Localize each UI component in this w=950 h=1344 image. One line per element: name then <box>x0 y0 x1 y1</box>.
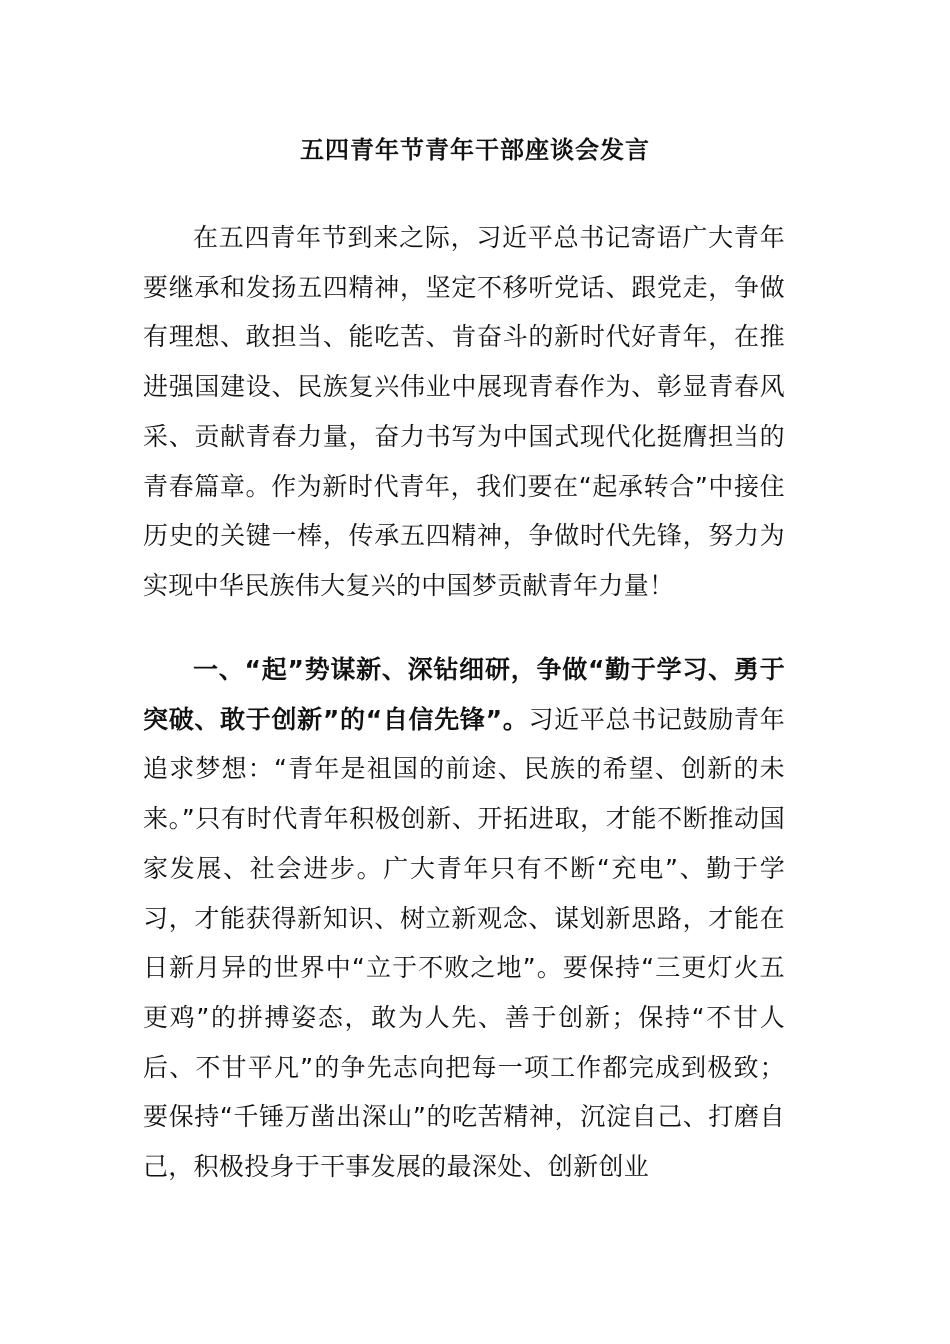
section-one-body: 习近平总书记鼓励青年追求梦想：“青年是祖国的前途、民族的希望、创新的未来。”只有时代青年积极创新、开拓进取，才能不断推动国家发展、社会进步。广大青年只有不断“充电”、勤于学习，才能获得新知识、树立新观念、谋划新思路，才能在日新月异的世界中“立于不败之地”。要保持“三更灯火五更鸡”的拼搏姿态，敢为人先、善于创新；保持“不甘人后、不甘平凡”的争先志向把每一项工作都完成到极致；要保持“千锤万凿出深山”的吃苦精神，沉淀自己、打磨自己，积极投身于干事发展的最深处、创新创业 <box>143 704 785 1182</box>
section-one-heading: 一、“起”势谋新、深钻细研，争做“勤于学习、勇于突破、敢于创新”的“自信先锋”。 <box>143 655 785 734</box>
paragraph-section-one <box>143 645 785 1192</box>
paragraph-intro: 在五四青年节到来之际，习近平总书记寄语广大青年要继承和发扬五四精神，坚定不移听党话、跟党走，争做有理想、敢担当、能吃苦、肯奋斗的新时代好青年，在推进强国建设、民族复兴伟业中展现青春作为、彰显青春风采、贡献青春力量，奋力书写为中国式现代化挺膺担当的青春篇章。作为新时代青年，我们要在“起承转合”中接住历史的关键一棒，传承五四精神，争做时代先锋，努力为实现中华民族伟大复兴的中国梦贡献青年力量！ <box>143 223 785 600</box>
document-title: 五四青年节青年干部座谈会发言 <box>300 136 650 164</box>
